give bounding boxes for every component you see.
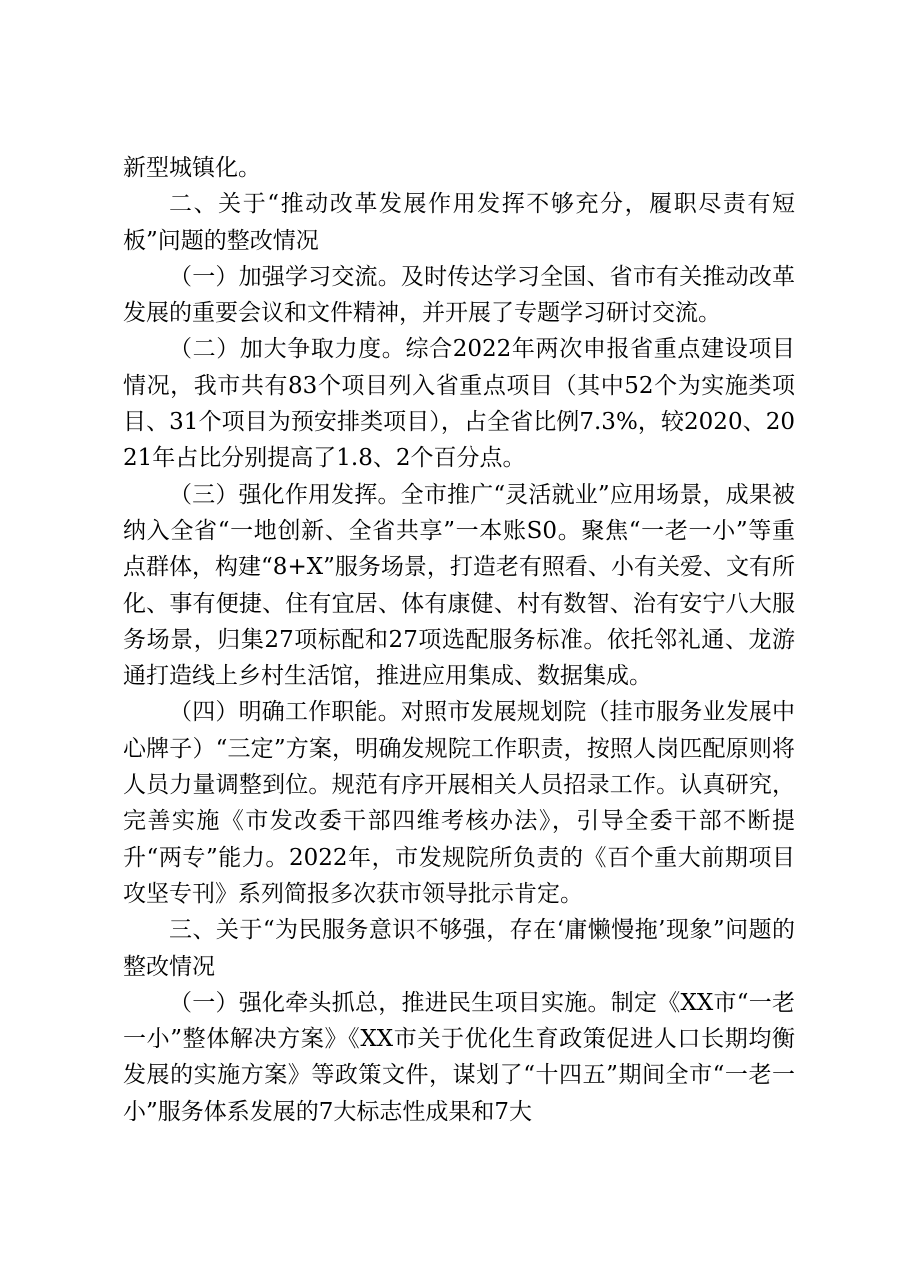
- section-heading-2: 二、关于“推动改革发展作用发挥不够充分，履职尽责有短板”问题的整改情况: [123, 191, 795, 254]
- paragraph-2-4: （四）明确工作职能。对照市发展规划院（挂市服务业发展中心牌子）“三定”方案，明确发规院工作职责，按照人岗匹配原则将人员力量调整到位。规范有序开展相关人员招录工作。认真研究，完善实施《市发改委干部四维考核办法》，引导全委干部不断提升“两专”能力。2022年，市发规院所负责的《百个重大前期项目攻坚专刊》系列简报多次获市领导批示肯定。: [123, 699, 795, 907]
- paragraph-continuation: 新型城镇化。: [123, 155, 261, 181]
- paragraph-3-1: （一）强化牵头抓总，推进民生项目实施。制定《XX市“一老一小”整体解决方案》《XX市关于优化生育政策促进人口长期均衡发展的实施方案》等政策文件，谋划了“十四五”期间全市“一老一小”服务体系发展的7大标志性成果和7大: [123, 989, 795, 1125]
- paragraph-2-1: （一）加强学习交流。及时传达学习全国、省市有关推动改革发展的重要会议和文件精神，并开展了专题学习研讨交流。: [123, 263, 795, 327]
- section-heading-3: 三、关于“为民服务意识不够强，存在‘庸懒慢拖’现象”问题的整改情况: [123, 917, 795, 980]
- document-body: [123, 150, 795, 1130]
- paragraph-2-2: （二）加大争取力度。综合2022年两次申报省重点建设项目情况，我市共有83个项目列入省重点项目（其中52个为实施类项目、31个项目为预安排类项目），占全省比例7.3%，较2020、2021年占比分别提高了1.8、2个百分点。: [123, 336, 795, 472]
- paragraph-2-3: （三）强化作用发挥。全市推广“灵活就业”应用场景，成果被纳入全省“一地创新、全省共享”一本账S0。聚焦“一老一小”等重点群体，构建“8+X”服务场景，打造老有照看、小有关爱、文有所化、事有便捷、住有宜居、体有康健、村有数智、治有安宁八大服务场景，归集27项标配和27项选配服务标准。依托邻礼通、龙游通打造线上乡村生活馆，推进应用集成、数据集成。: [123, 481, 795, 690]
